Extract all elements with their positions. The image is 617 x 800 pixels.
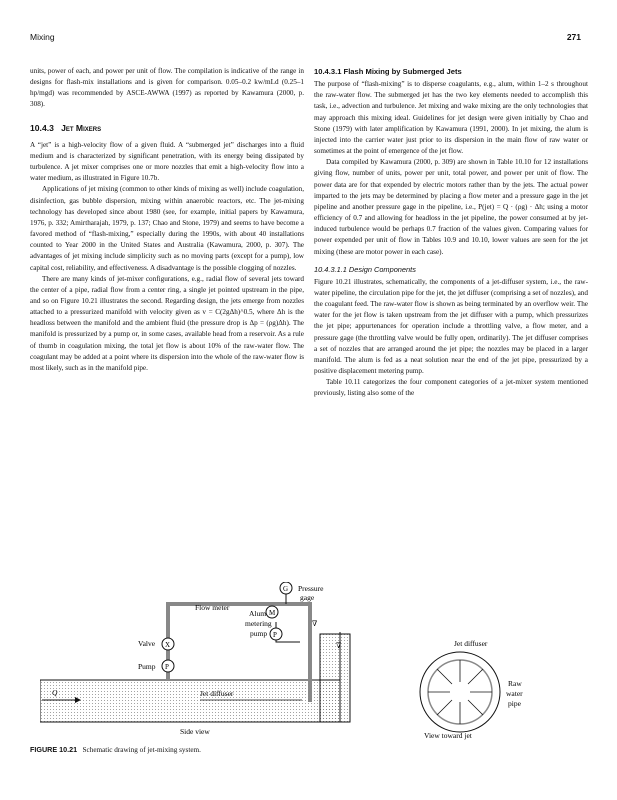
view-toward-jet-label: View toward jet xyxy=(424,731,472,740)
figure-10-21 xyxy=(40,582,580,742)
alum-label-3: pump xyxy=(250,629,268,638)
paragraph: Table 10.11 categorizes the four component categories of a jet-mixer system mentioned previously, listing also some of the xyxy=(314,378,588,398)
alum-pump-p-label: P xyxy=(273,631,277,639)
figure-caption-text: Schematic drawing of jet-mixing system. xyxy=(82,746,201,754)
gage-g-label: G xyxy=(283,585,289,593)
paragraph: Data compiled by Kawamura (2000, p. 309) are shown in Table 10.10 for 12 installations giving flow, number of units, power per unit, total power, and power per unit of flow. The power data are for that expended by electric motors rather than by the jets. The actual power imparted to the jets may be determined by placing a flow meter and a pressure gage in the jet pipeline and another pressure gage in the pipeline, i.e., P(jet) = Q · (ρg) · Δh; using a motor efficiency of 0.7 and allowing for headloss in the jet pipeline, the power consumed at by jet-induced turbulence would be perhaps 0.7 fraction of the values given. Comparing values for power expended per unit of flow in Tables 10.9 and 10.10, lower values are seen for the jet mixing (these are motor power in each case). xyxy=(314,158,588,256)
pressure-gage-label-2: gage xyxy=(300,593,315,602)
flow-q-label: Q xyxy=(52,688,58,697)
jet-mixing-schematic xyxy=(40,582,580,742)
water-level-symbol-1: ∇ xyxy=(312,619,318,628)
pump-p-label: P xyxy=(165,663,169,671)
paragraph: Figure 10.21 illustrates, schematically, the components of a jet-diffuser system, i.e., the raw-water pipeline, the circulation pipe for the jet, the jet diffuser (comprising a set of nozzles), and the coagulant feed. The raw-water flow is shown as being terminated by an overflow weir. The water for the jet flow is taken upstream from the jet diffuser with a pump, which pressurizes the jet pipe; appurtenances for operation include a throttling valve, a flow meter, and a pressure gage (the throttling valve would be fully open, ordinarily). The jet diffuser comprises a set of nozzles that are arranged around the jet pipe; the nozzles may be placed in a larger manifold. The alum is fed as a neat solution near the end of the jet pipe, pressurized by a positive displacement metering pump. xyxy=(314,277,588,376)
pump-label: Pump xyxy=(138,662,156,671)
paragraph: units, power of each, and power per unit of flow. The compilation is indicative of the range in designs for flash-mix installations and is given for comparison. 0.05–0.2 kw/mLd (0.25–1 hp/mgd) was recommended by ASCE-AWWA (1997) as reported by Kawamura (2000, p. 308). xyxy=(30,67,304,109)
side-view-label: Side view xyxy=(180,727,210,736)
paragraph: There are many kinds of jet-mixer configurations, e.g., radial flow of several jets toward the center of a pipe, radial flow from a center ring, a single jet pointed upstream in the pipe, and so on Figure 10.21 illustrates the second. Regarding design, the jets emerge from nozzles attached to a pressurized manifold with velocity given as v = C(2gΔh)^0.5, where Δh is the headloss between the manifold and the ambient fluid (the pressure drop is Δp = (ρg)Δh). The manifold is pressurized by a pump or, in some cases, available head from a reservoir. As a rule of thumb in coagulation mixing, the total jet flow is about 10% of the raw-water flow. The coagulant may be added at a point where its dispersion into the whole of the raw-water flow is most likely, such as in the manifold pipe. xyxy=(30,274,304,372)
meter-m-label: M xyxy=(269,609,276,617)
left-column xyxy=(30,66,304,374)
valve-x-label: X xyxy=(165,641,171,649)
alum-label-1: Alum xyxy=(249,609,267,618)
raw-water-pipe-label-1: Raw xyxy=(508,679,522,688)
right-column xyxy=(314,66,588,400)
section-heading xyxy=(30,123,304,134)
flow-meter-label: Flow meter xyxy=(195,603,230,612)
page-number: 271 xyxy=(566,32,581,42)
paragraph: Applications of jet mixing (common to other kinds of mixing as well) include coagulation, disinfection, gas bubble dispersion, mixing within anaerobic reactors, etc. The jet-mixing technology has developed since about 1980 (see, for example, initial papers by Kawamura, 1976, p. 332; Amirtharajah, 1979, p. 137; Chao and Stone, 1979) and seems to have become a favored method of “flash-mixing,” especially during the 1990s, with about 40 installations counted to Year 2000 in the United States and Australia (Kawamura, 2000, p. 307). The advantages of jet mixing include simplicity such as no moving parts (except for a pump), low capital cost, reliability, and effectiveness. A disadvantage is the possible clogging of nozzles. xyxy=(30,185,304,272)
raw-water-pipe xyxy=(40,680,340,722)
water-level-symbol-2: ∇ xyxy=(336,641,342,650)
jet-diffuser-side-label: Jet diffuser xyxy=(200,689,234,698)
figure-caption-label: FIGURE 10.21 xyxy=(30,745,78,754)
figure-caption xyxy=(30,745,201,754)
running-title: Mixing xyxy=(30,32,55,42)
pressure-gage-label-1: Pressure xyxy=(298,584,324,593)
paragraph: The purpose of “flash-mixing” is to disperse coagulants, e.g., alum, within 1–2 s throughout the raw-water flow. The submerged jet has the two key elements needed to accomplish this task, i.e., advection and turbulence. Jet mixing and wake mixing are the only technologies that may approach this mixing ideal. Guidelines for jet design were given initially by Chao and Stone (1979) with later amplification by Kawamura (1991, 2000). In jet mixing, the alum is injected into the carrier water just prior to its dispersion in the main flow of raw water or sometimes at the point of emergence of the jet flow. xyxy=(314,80,588,156)
raw-water-pipe-label-3: pipe xyxy=(508,699,521,708)
alum-label-2: metering xyxy=(245,619,272,628)
raw-water-pipe-label-2: water xyxy=(506,689,523,698)
section-number: 10.4.3 xyxy=(30,122,54,133)
jet-diffuser-end-label: Jet diffuser xyxy=(454,639,488,648)
paragraph: A “jet” is a high-velocity flow of a given fluid. A “submerged jet” discharges into a fluid medium and is characterized by significant penetration, with its energy being dissipated by turbulence. A jet mixer comprises one or more nozzles that emit a high-velocity flow into a water medium, as illustrated in Figure 10.7b. xyxy=(30,140,304,183)
subsubsection-heading: 10.4.3.1.1 Design Components xyxy=(314,264,416,274)
overflow-tank xyxy=(320,634,350,722)
subsection-heading: 10.4.3.1 Flash Mixing by Submerged Jets xyxy=(314,67,462,76)
section-title: Jet Mixers xyxy=(61,122,102,133)
valve-label: Valve xyxy=(138,639,156,648)
